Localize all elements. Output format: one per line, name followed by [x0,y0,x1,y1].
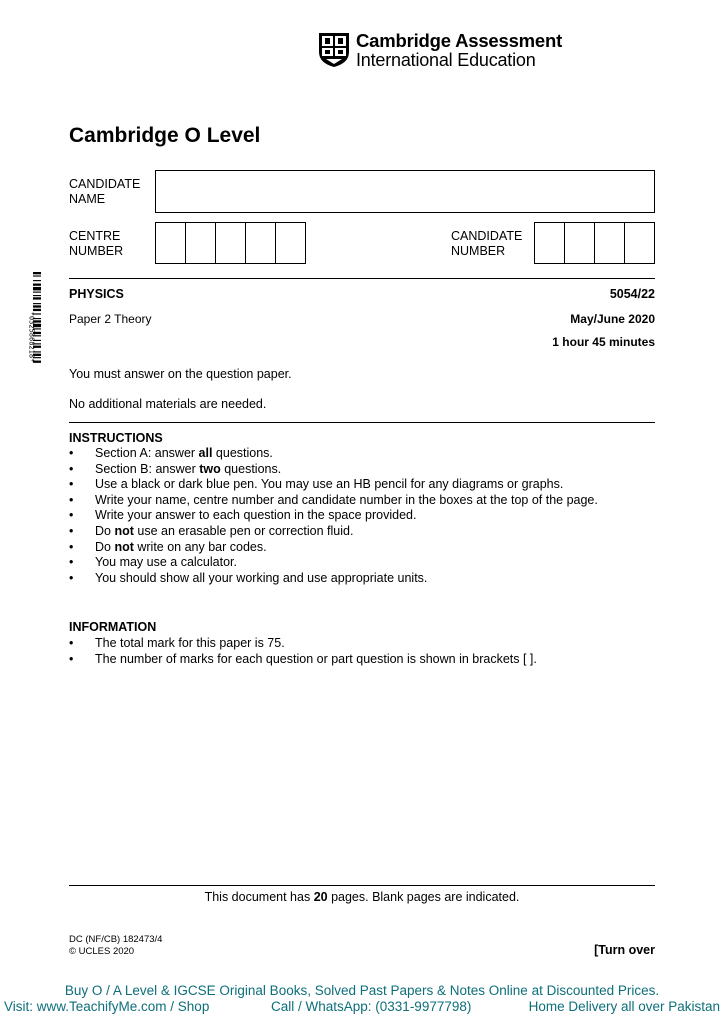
copyright-text: © UCLES 2020 [69,946,135,957]
instruction-text: Section B: answer [95,461,200,476]
instruction-text: Do [95,523,115,538]
candidate-name-label-line1: CANDIDATE [69,177,141,191]
centre-number-label [69,229,123,259]
centre-number-cell[interactable] [246,223,276,263]
promo-line: Buy O / A Level & IGCSE Original Books, Solved Past Papers & Notes Online at Discounted Prices. [64,983,660,998]
centre-number-field[interactable] [155,222,306,264]
page-count-text: pages. Blank pages are indicated. [327,890,520,904]
page-count-note [0,890,724,904]
candidate-number-cell[interactable] [595,223,625,263]
barcode-digits [27,272,35,402]
information-list [69,636,537,667]
document-reference [69,934,162,958]
instruction-text: questions. [212,446,273,460]
list-item [69,462,598,478]
list-item [69,508,598,524]
promo-delivery: Home Delivery all over Pakistan [528,999,720,1014]
divider [69,885,655,886]
barcode-digits-text: *0325868218* [27,311,36,363]
centre-number-cell[interactable] [216,223,246,263]
instruction-emphasis: not [114,539,134,554]
list-item [69,571,598,587]
instruction-text: You should show all your working and use appropriate units. [95,570,428,585]
instruction-emphasis: not [114,523,134,538]
candidate-number-field[interactable] [534,222,655,264]
cambridge-crest-icon [318,32,350,68]
logo-line-1: Cambridge Assessment [356,30,563,51]
centre-number-cell[interactable] [156,223,186,263]
answer-note: You must answer on the question paper. [69,367,292,381]
candidate-number-cell[interactable] [565,223,595,263]
materials-note: No additional materials are needed. [69,397,267,411]
paper-code: 5054/22 [609,287,655,301]
document-code: DC (NF/CB) 182473/4 [69,934,163,945]
candidate-name-label-line2: NAME [69,192,106,206]
page-count-number: 20 [313,890,328,904]
instruction-emphasis: two [199,461,221,476]
list-item [69,524,598,540]
centre-number-label-line2: NUMBER [69,244,124,258]
instructions-heading: INSTRUCTIONS [69,431,163,445]
instruction-text: Do [95,539,115,554]
candidate-number-cell[interactable] [535,223,565,263]
list-item [69,446,598,462]
instruction-text: write on any bar codes. [133,539,267,554]
paper-name: Paper 2 Theory [69,312,152,326]
subject-name: PHYSICS [69,287,124,301]
exam-session: May/June 2020 [570,312,655,326]
logo-line-2: International Education [356,50,536,70]
list-item [69,493,598,509]
centre-number-cell[interactable] [276,223,305,263]
cambridge-logo [318,30,563,72]
candidate-number-cell[interactable] [625,223,654,263]
list-item [69,477,598,493]
promo-call: Call / WhatsApp: (0331-9977798) [271,999,472,1014]
candidate-name-label [69,177,140,207]
divider [69,422,655,423]
promo-visit-link[interactable]: Visit: www.TeachifyMe.com / Shop [4,999,210,1014]
candidate-name-field[interactable] [155,170,655,213]
instruction-emphasis: all [198,446,213,460]
list-item [69,555,598,571]
instruction-text: You may use a calculator. [95,555,237,570]
turn-over-label: [Turn over [594,943,655,957]
candidate-number-label-line1: CANDIDATE [451,229,523,243]
exam-duration: 1 hour 45 minutes [552,335,655,349]
instruction-text: questions. [220,461,282,476]
list-item: • The total mark for this paper is 75. [69,636,537,652]
list-item [69,540,598,556]
list-item: • The number of marks for each question or part question is shown in brackets [ ]. [69,652,537,668]
instruction-text: Write your answer to each question in the space provided. [95,508,417,523]
instructions-list [69,446,598,586]
instruction-text: Write your name, centre number and candidate number in the boxes at the top of the page. [95,492,598,507]
candidate-number-label [451,229,522,259]
centre-number-label-line1: CENTRE [69,229,121,243]
instruction-text: Section A: answer [95,446,199,460]
divider [69,278,655,279]
page-count-text: This document has [204,890,314,904]
candidate-number-label-line2: NUMBER [451,244,506,258]
instruction-text: use an erasable pen or correction fluid. [133,523,354,538]
page-title: Cambridge O Level [69,124,261,147]
information-heading: INFORMATION [69,620,157,634]
centre-number-cell[interactable] [186,223,216,263]
instruction-text: Use a black or dark blue pen. You may use an HB pencil for any diagrams or graphs. [95,477,564,492]
